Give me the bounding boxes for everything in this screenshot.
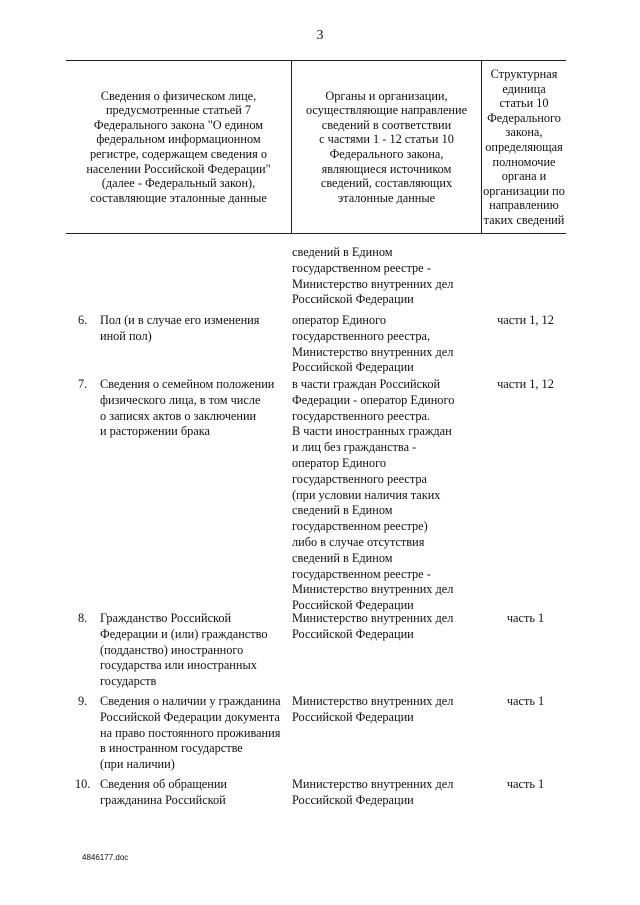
row-info-line: (при наличии) [100,757,175,772]
header-line: регистре, содержащем сведения о [89,147,268,161]
table-header [66,60,566,234]
row-org-line: Министерство внутренних дел [292,582,454,597]
row-org-line: Российской Федерации [292,709,414,724]
row-number: 10. [75,777,91,791]
row-info-line: Российской Федерации документа [100,709,280,724]
row-org-line: Министерство внутренних дел [292,611,454,625]
header-line: осуществляющие направление [305,103,468,118]
row-part: части 1, 12 [497,313,554,327]
row-org-line: оператор Единого [292,455,387,470]
row-info-line: на право постоянного проживания [100,725,281,740]
row-info-line: иной пол) [100,328,152,343]
row-info-line: и расторжении брака [100,424,210,439]
header-col-info [66,61,291,233]
row-number: 8. [78,611,88,625]
header-line: определяющая [485,139,563,154]
header-line: Федерального закона, [329,147,444,161]
header-line: таких сведений [483,212,565,227]
row-org-line: Российской Федерации [292,360,414,375]
row-info [100,777,295,809]
header-line: Органы и организации, [325,88,448,103]
continuation-line: Министерство внутренних дел [292,276,454,291]
row-info-line: государств [100,674,157,689]
row-part: часть 1 [506,611,545,625]
row-info-line: Пол (и в случае его изменения [100,313,260,327]
row-org-line: оператор Единого [292,313,387,327]
row-info [100,694,295,773]
row-info [100,313,295,345]
row-info-line: физического лица, в том числе [100,392,261,407]
row-info [100,611,295,690]
row-info-line: Федерации и (или) гражданство [100,626,268,641]
header-line: Сведения о физическом лице, [100,88,257,103]
row-orgs [292,313,472,376]
row-number: 7. [78,377,88,391]
header-line: населении Российской Федерации" [86,161,271,176]
row-org-line: в части граждан Российской [292,377,441,391]
row-org-line: государственного реестра. [292,408,431,423]
header-col-part [482,61,566,233]
row-info-line: (подданство) иностранного [100,642,244,657]
header-line: сведений, составляющих [320,176,453,191]
header-line: составляющие эталонные данные [90,190,267,205]
header-line: направлению [489,198,559,213]
row-org-line: Российской Федерации [292,598,414,613]
row-orgs [292,377,472,614]
row-info [100,377,295,440]
header-line: предусмотренные статьей 7 [105,103,252,118]
header-line: статьи 10 [499,96,549,111]
header-col-part-text [483,67,565,228]
row-org-line: государственного реестра, [292,328,431,343]
header-col-orgs-text [306,89,467,206]
row-org-line: сведений в Едином [292,550,393,565]
row-info-line: гражданина Российской [100,792,226,807]
row-info-line: Сведения об обращении [100,777,227,791]
header-line: единица [502,81,546,96]
header-line: полномочие [492,154,556,169]
row-org-line: государственного реестра [292,471,427,486]
row-org-line: государственном реестре - [292,566,431,581]
header-line: органа и [501,169,547,184]
row-number: 6. [78,313,88,327]
row-org-line: либо в случае отсутствия [292,534,425,549]
row-info-line: Сведения о наличии у гражданина [100,694,281,708]
row-org-line: Российской Федерации [292,792,414,807]
header-col-info-text [86,89,270,206]
row-org-line: Министерство внутренних дел [292,777,454,791]
row-org-line: Министерство внутренних дел [292,344,454,359]
row-org-line: и лиц без гражданства - [292,440,417,455]
header-line: (далее - Федеральный закон), [101,176,256,191]
row-info-line: в иностранном государстве [100,741,243,756]
row-part: часть 1 [506,694,545,708]
header-line: федеральном информационном [96,132,261,147]
header-line: Федерального закона "О едином [93,117,264,132]
row-org-line: В части иностранных граждан [292,424,452,439]
row-org-line: (при условии наличия таких [292,487,441,502]
header-line: организации по [483,183,565,198]
row-info-line: Гражданство Российской [100,611,232,625]
header-line: эталонные данные [337,190,436,205]
header-col-orgs [292,61,481,233]
header-line: Структурная [490,67,558,81]
row-part: часть 1 [506,777,545,791]
row-part: части 1, 12 [497,377,554,391]
document-filename: 4846177.doc [82,853,129,862]
header-line: с частями 1 - 12 статьи 10 [319,132,454,147]
row-info-line: о записях актов о заключении [100,408,257,423]
row-org-line: сведений в Едином [292,503,393,518]
continuation-line: государственном реестре - [292,260,431,275]
row-number: 9. [78,694,88,708]
continuation-line: сведений в Едином [292,245,393,259]
row-info-line: государства или иностранных [100,658,257,673]
row-orgs [292,611,472,643]
header-line: Федерального [487,110,561,125]
row-org-line: Федерации - оператор Единого [292,392,455,407]
row-orgs [292,694,472,726]
header-line: сведений в соответствии [321,117,452,132]
row-org-line: государственном реестре) [292,519,428,534]
row-info-line: Сведения о семейном положении [100,377,275,391]
header-line: закона, [505,125,543,140]
row-orgs [292,777,472,809]
header-line: являющиеся источником [321,161,452,176]
row-org-line: Российской Федерации [292,626,414,641]
page-number: 3 [316,28,324,43]
row-org-line: Министерство внутренних дел [292,694,454,708]
continuation-line: Российской Федерации [292,292,414,307]
continuation-text [292,245,472,308]
